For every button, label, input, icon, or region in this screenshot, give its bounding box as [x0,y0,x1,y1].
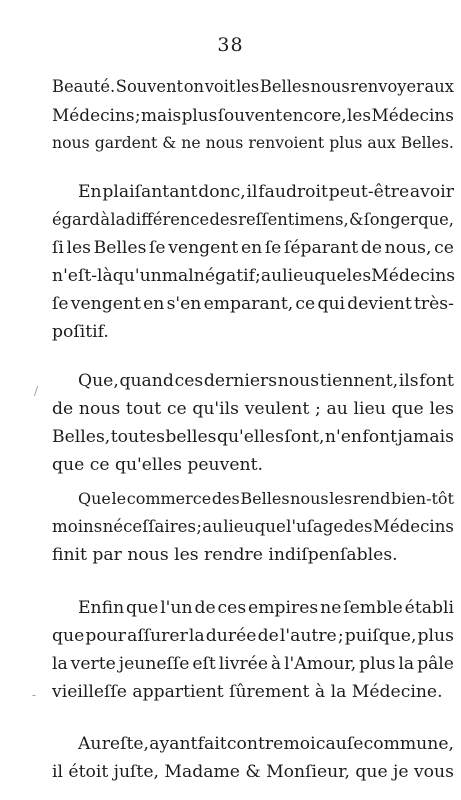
word: reſſentimens, [238,210,349,229]
word: rend [352,489,391,508]
word: de [194,598,216,618]
page-number: 38 [217,34,244,56]
word: les [329,489,353,508]
word: donc, [198,182,246,202]
paragraph-2 [52,178,454,346]
word: Belles, [52,427,111,447]
word: ; [134,105,141,125]
text-line [52,594,454,622]
word: en [143,294,165,314]
word: il [52,762,63,782]
word: ſéparant [283,238,359,258]
word: quand [119,371,174,391]
word: mais [141,105,182,125]
word: plaiſantant [102,182,198,202]
word: eſt [192,654,216,674]
word: ſonger [363,210,418,229]
word: néceſſaires [102,517,196,536]
word: Médecins [371,266,456,286]
paragraph-3 [52,367,454,479]
word: très- [414,294,454,314]
text-line [52,367,454,395]
word: en [240,238,263,258]
word: l'uſage [286,517,344,536]
word: négatif [193,266,256,286]
word: des [211,489,240,508]
word: plus [417,626,454,646]
word: tout [125,399,162,419]
text-line [52,513,454,541]
word: différence [125,210,210,229]
word: Que, [78,371,119,391]
word: des [343,517,373,536]
word: encore, [282,105,347,125]
word: plus [181,105,218,125]
text-line [52,206,454,234]
text-line [52,622,454,650]
word: cauſe [315,734,364,754]
text-line [52,73,454,101]
word: livrée [218,654,268,674]
word: contre [226,734,284,754]
word: les [236,77,260,96]
word: je [393,762,409,782]
word: Belles [259,77,310,96]
word: ſi [52,238,64,258]
text-line [52,262,454,290]
word: l'un [160,598,193,618]
text-line [52,650,454,678]
word: font [419,371,454,391]
word: nous [277,371,320,391]
word: lieu [353,399,386,419]
word: derniers [203,371,278,391]
margin-speck: / [34,384,39,398]
word: Médecins [52,105,135,125]
word: que [126,598,159,618]
text-line: nous gardent & ne nous renvoient plus aux Belles. [52,133,454,152]
text-line [52,178,454,206]
word: ces [174,371,204,391]
word: n'eſt-là [52,266,113,286]
word: qui [317,294,346,314]
word: ils [398,371,419,391]
word: établi [404,598,454,618]
word: renvoyer [350,77,424,96]
word: étoit [68,762,109,782]
word: pâle [417,654,454,674]
word: veulent [244,399,310,419]
word: nous [290,489,329,508]
word: & [245,762,261,782]
text-line [52,395,454,423]
word: de [52,399,74,419]
word: au [260,266,283,286]
word: la [398,654,415,674]
word: ; [196,517,202,536]
word: vengent [70,294,141,314]
word: toutes [110,427,165,447]
text-line: vieilleſſe appartient ſûrement à la Médecine. [52,682,443,702]
word: au [202,517,223,536]
word: juſte, [113,762,159,782]
word: ſe [264,238,282,258]
word: à [270,654,282,674]
word: & [348,210,364,229]
word: plus [359,654,396,674]
word: les [66,238,91,258]
word: jeuneſſe [118,654,190,674]
word: il [246,182,258,202]
text-line [52,730,454,758]
word: tiennent, [319,371,399,391]
word: n'en [324,427,362,447]
word: mal [161,266,194,286]
word: En [78,182,102,202]
word: lieu [282,266,315,286]
word: ayant [149,734,198,754]
word: Que [78,489,111,508]
word: empires [248,598,319,618]
word: Belles [240,489,290,508]
word: le [111,489,127,508]
word: font [362,427,398,447]
word: la [110,210,126,229]
word: ce [295,294,316,314]
word: moins [52,517,103,536]
word: que [52,626,85,646]
text-line [52,290,454,318]
word: Enfin [78,598,125,618]
word: ſe [52,294,69,314]
text-line: poſitif. [52,322,109,342]
word: moi [283,734,316,754]
word: ; [337,626,344,646]
word: les [346,266,372,286]
word: ſont, [284,427,325,447]
paragraph-4 [52,485,454,569]
word: au [326,399,348,419]
word: qu'elles [216,427,284,447]
word: commerce [126,489,212,508]
word: Monſieur, [266,762,350,782]
word: belles [165,427,217,447]
word: Souvent [115,77,184,96]
text-line [52,485,454,513]
word: l'autre [279,626,337,646]
word: que [314,266,347,286]
word: durée [205,626,257,646]
word: Médecins [372,517,454,536]
word: ce [434,238,454,258]
word: jamais [397,427,454,447]
word: qu'ils [192,399,239,419]
word: devient [347,294,412,314]
word: reſte, [101,734,150,754]
word: faudroit [258,182,328,202]
word: les [346,105,372,125]
margin-speck: - [32,688,37,702]
word: peut-être [328,182,410,202]
word: l'Amour, [284,654,357,674]
text-line [52,423,454,451]
word: Au [78,734,102,754]
word: s'en [166,294,202,314]
word: Belles [93,238,147,258]
word: ; [315,399,321,419]
word: puiſque, [344,626,417,646]
paragraph-5 [52,594,454,706]
paragraph-1 [52,73,454,157]
word: ce [166,399,187,419]
word: on [183,77,205,96]
word: à [100,210,111,229]
word: aſſurer [127,626,188,646]
word: pour [85,626,127,646]
word: nous [310,77,350,96]
word: égard [52,210,100,229]
word: ne [320,598,342,618]
word: ; [255,266,261,286]
word: ſemble [343,598,403,618]
word: les [429,399,454,419]
word: nous [78,399,121,419]
word: vous [413,762,454,782]
word: verte [70,654,116,674]
text-line [52,234,454,262]
word: qu'un [112,266,162,286]
word: que [355,762,388,782]
text-line [52,758,454,786]
word: Madame [164,762,240,782]
word: emparant, [203,294,294,314]
text-line: finit par nous les rendre indiſpenſables. [52,545,398,565]
word: la [188,626,205,646]
text-line [52,101,454,129]
word: la [52,654,68,674]
word: bien-tôt [390,489,454,508]
word: ſouvent [217,105,283,125]
word: vengent [168,238,239,258]
word: lieu [223,517,255,536]
word: ces [217,598,247,618]
word: voit [204,77,236,96]
text-line: que ce qu'elles peuvent. [52,455,263,475]
word: de [360,238,383,258]
word: commune, [363,734,454,754]
word: avoir [409,182,454,202]
word: que [391,399,424,419]
word: de [257,626,279,646]
word: ſe [149,238,166,258]
word: Médecins [371,105,454,125]
word: nous, [384,238,432,258]
word: fait [197,734,227,754]
word: des [209,210,238,229]
word: aux [424,77,454,96]
word: que [254,517,286,536]
word: que, [418,210,454,229]
word: Beauté. [52,77,116,96]
paragraph-6 [52,730,454,786]
